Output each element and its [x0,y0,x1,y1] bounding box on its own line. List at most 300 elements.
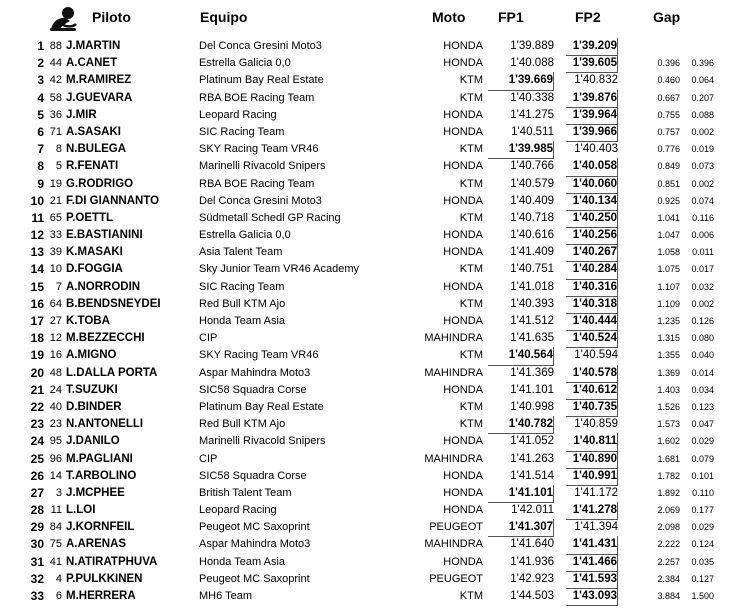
team-cell: Red Bull KTM Ajo [199,297,286,310]
manufacturer-cell: HONDA [443,160,483,173]
fp2-time-cell: 1'40.060 [566,176,618,194]
team-cell: Del Conca Gresini Moto3 [199,194,322,207]
fp1-time-cell: 1'39.889 [510,40,554,52]
team-cell: Del Conca Gresini Moto3 [199,40,322,52]
rider-name-cell: T.SUZUKI [66,383,118,396]
rider-name-cell: K.MASAKI [66,246,123,259]
gap-to-previous-cell: 0.207 [691,92,714,103]
table-row [0,451,732,468]
rider-number-cell: 5 [55,160,62,173]
table-row [0,313,732,330]
rider-number-cell: 33 [49,229,62,242]
rider-name-cell: N.ATIRATPHUVA [66,555,158,568]
team-cell: Honda Team Asia [199,555,286,568]
position-cell: 29 [30,520,44,535]
fp1-time-cell: 1'40.409 [510,194,554,207]
fp1-time-cell: 1'40.338 [510,91,554,104]
position-cell: 26 [30,468,44,483]
gap-to-leader-cell: 1.109 [657,298,680,309]
team-cell: Marinelli Rivacold Snipers [199,435,326,448]
manufacturer-cell: HONDA [443,40,483,52]
manufacturer-cell: HONDA [443,246,483,259]
fp2-time-cell: 1'40.256 [566,227,618,245]
manufacturer-cell: HONDA [443,108,483,121]
fp2-time-cell: 1'39.964 [566,107,618,125]
rider-name-cell: M.RAMIREZ [66,74,132,87]
fp1-time-cell: 1'41.052 [510,435,554,448]
gap-to-leader-cell: 1.041 [657,212,680,223]
fp1-time-cell: 1'41.514 [510,469,554,482]
gap-to-leader-cell: 1.403 [657,384,680,395]
gap-to-leader-cell: 0.667 [657,92,680,103]
gap-to-leader-cell: 0.851 [657,178,680,189]
manufacturer-cell: MAHINDRA [424,538,483,551]
rider-number-cell: 44 [49,57,62,70]
gap-to-leader-cell: 0.460 [657,75,680,86]
gap-to-previous-cell: 0.002 [691,178,714,189]
position-cell: 2 [37,56,44,71]
manufacturer-cell: HONDA [443,125,483,138]
manufacturer-cell: KTM [459,91,483,104]
team-cell: Leopard Racing [199,504,277,517]
gap-to-leader-cell: 1.235 [657,316,680,326]
table-row [0,296,732,313]
gap-to-leader-cell: 3.884 [657,591,680,601]
rider-number-cell: 7 [55,280,62,293]
fp2-time-cell: 1'40.578 [566,365,618,383]
rider-number-cell: 4 [55,572,62,585]
fp2-time-cell: 1'39.605 [566,55,618,73]
manufacturer-cell: HONDA [443,194,483,207]
rider-name-cell: T.ARBOLINO [66,469,137,482]
team-cell: CIP [199,452,218,465]
position-cell: 20 [30,365,44,380]
table-row [0,193,732,210]
rider-number-cell: 19 [49,177,62,190]
table-row [0,365,732,382]
gap-to-leader-cell: 1.058 [657,247,680,258]
fp1-time-cell: 1'40.393 [510,297,554,310]
fp2-time-cell: 1'40.058 [566,158,618,176]
manufacturer-cell: PEUGEOT [429,521,483,534]
gap-to-leader-cell: 2.384 [657,573,680,584]
table-row [0,347,732,364]
rider-number-cell: 27 [49,315,62,327]
manufacturer-cell: HONDA [443,57,483,70]
rider-number-cell: 39 [49,246,62,259]
fp2-time-cell: 1'40.403 [574,143,618,156]
rider-name-cell: P.OETTL [66,211,114,224]
gap-to-leader-cell: 0.849 [657,161,680,172]
team-cell: SIC Racing Team [199,280,285,293]
fp1-time-cell: 1'41.635 [510,332,554,345]
table-row [0,468,732,485]
rider-number-cell: 75 [49,538,62,551]
manufacturer-cell: MAHINDRA [424,332,483,345]
team-cell: RBA BOE Racing Team [199,177,315,190]
fp1-time-cell: 1'40.088 [510,57,554,70]
position-cell: 14 [30,262,44,277]
rider-name-cell: L.LOI [66,504,96,517]
position-cell: 24 [30,434,44,449]
rider-number-cell: 8 [55,143,62,156]
gap-to-leader-cell: 1.107 [657,281,680,292]
rider-number-cell: 16 [49,349,62,362]
fp1-time-cell: 1'41.512 [510,315,554,327]
gap-to-leader-cell: 1.602 [657,436,680,447]
fp2-time-cell: 1'40.832 [574,74,618,87]
position-cell: 19 [30,348,44,363]
rider-name-cell: J.GUEVARA [66,91,133,104]
team-cell: Peugeot MC Saxoprint [199,572,310,585]
fp1-time-cell: 1'40.766 [510,160,554,173]
rider-number-cell: 12 [49,332,62,345]
manufacturer-cell: KTM [459,349,483,362]
team-cell: Aspar Mahindra Moto3 [199,366,311,379]
rider-number-cell: 96 [49,452,62,465]
table-row [0,502,732,519]
gap-to-previous-cell: 0.177 [691,505,714,516]
fp1-time-cell: 1'40.564 [488,347,554,365]
gap-to-leader-cell: 2.222 [657,539,680,550]
fp2-time-cell: 1'40.811 [566,433,618,451]
fp1-time-cell: 1'39.985 [488,141,554,159]
manufacturer-cell: HONDA [443,229,483,242]
fp2-time-cell: 1'40.250 [566,210,618,228]
manufacturer-cell: KTM [459,400,483,413]
header-fp2: FP2 [575,9,601,25]
rider-number-cell: 88 [49,40,62,52]
team-cell: Red Bull KTM Ajo [199,418,286,431]
gap-to-previous-cell: 0.123 [691,401,714,412]
team-cell: British Talent Team [199,486,292,499]
rider-name-cell: D.BINDER [66,400,122,413]
gap-to-leader-cell: 1.355 [657,350,680,361]
gap-to-leader-cell: 0.396 [657,58,680,69]
gap-to-previous-cell: 0.034 [691,384,714,395]
manufacturer-cell: KTM [459,74,483,87]
table-row [0,536,732,553]
fp2-time-cell: 1'41.593 [566,571,618,589]
fp1-time-cell: 1'39.669 [488,72,554,90]
fp1-time-cell: 1'40.511 [511,125,554,138]
fp2-time-cell: 1'41.466 [566,554,618,572]
rider-number-cell: 65 [49,211,62,224]
rider-number-cell: 24 [49,383,62,396]
manufacturer-cell: HONDA [443,315,483,327]
manufacturer-cell: PEUGEOT [429,572,483,585]
rider-name-cell: J.DANILO [66,435,120,448]
gap-to-previous-cell: 0.002 [691,298,714,309]
rider-number-cell: 58 [49,91,62,104]
fp1-time-cell: 1'41.936 [510,555,554,568]
table-row [0,244,732,261]
position-cell: 4 [37,90,44,105]
team-cell: Estrella Galicia 0,0 [199,229,291,242]
rider-number-cell: 10 [49,263,62,276]
fp1-time-cell: 1'40.998 [510,400,554,413]
fp2-time-cell: 1'40.612 [566,382,618,400]
team-cell: Honda Team Asia [199,315,286,327]
fp2-time-cell: 1'40.735 [566,399,618,417]
fp2-time-cell: 1'40.316 [566,279,618,297]
team-cell: Sky Junior Team VR46 Academy [199,263,359,276]
gap-to-leader-cell: 1.315 [657,333,680,344]
manufacturer-cell: HONDA [443,555,483,568]
manufacturer-cell: KTM [459,590,483,602]
rider-number-cell: 23 [49,418,62,431]
fp1-time-cell: 1'41.307 [488,519,554,537]
rider-number-cell: 40 [49,400,62,413]
rider-number-cell: 41 [49,555,62,568]
fp2-time-cell: 1'40.284 [566,261,618,279]
manufacturer-cell: HONDA [443,383,483,396]
rider-number-cell: 95 [49,435,62,448]
gap-to-leader-cell: 1.573 [657,419,680,430]
table-row [0,227,732,244]
gap-to-previous-cell: 0.006 [691,230,714,241]
fp1-time-cell: 1'40.718 [510,211,554,224]
rider-number-cell: 84 [49,521,62,534]
fp2-time-cell: 1'40.890 [566,451,618,469]
table-row [0,519,732,536]
motorcycle-rider-icon [47,5,79,33]
team-cell: MH6 Team [199,590,252,602]
gap-to-previous-cell: 0.032 [691,281,714,292]
rider-number-cell: 3 [55,486,62,499]
team-cell: Leopard Racing [199,108,277,121]
gap-to-previous-cell: 0.101 [691,470,714,481]
position-cell: 9 [37,176,44,191]
table-row [0,141,732,158]
gap-to-leader-cell: 1.782 [657,470,680,481]
fp2-time-cell: 1'39.966 [566,124,618,142]
position-cell: 7 [37,142,44,157]
fp1-time-cell: 1'41.018 [510,280,554,293]
manufacturer-cell: KTM [459,263,483,276]
fp1-time-cell: 1'41.101 [488,485,554,503]
team-cell: Marinelli Rivacold Snipers [199,160,326,173]
team-cell: SKY Racing Team VR46 [199,143,319,156]
fp1-time-cell: 1'40.579 [510,177,554,190]
rider-name-cell: A.NORRODIN [66,280,141,293]
header-moto: Moto [432,9,466,25]
gap-to-previous-cell: 0.029 [691,436,714,447]
gap-to-previous-cell: 0.079 [691,453,714,464]
gap-to-previous-cell: 0.029 [691,522,714,533]
manufacturer-cell: MAHINDRA [424,452,483,465]
gap-to-leader-cell: 1.526 [657,401,680,412]
rider-number-cell: 64 [49,297,62,310]
table-row [0,382,732,399]
table-row [0,433,732,450]
team-cell: Aspar Mahindra Moto3 [199,538,311,551]
fp1-time-cell: 1'41.369 [510,366,554,379]
table-row [0,588,732,605]
table-row [0,571,732,588]
gap-to-leader-cell: 0.925 [657,195,680,206]
rider-name-cell: M.BEZZECCHI [66,332,145,345]
table-row [0,124,732,141]
gap-to-leader-cell: 1.369 [657,367,680,378]
rider-number-cell: 36 [49,108,62,121]
table-row [0,416,732,433]
team-cell: CIP [199,332,218,345]
rider-number-cell: 14 [49,469,62,482]
position-cell: 31 [30,554,44,569]
team-cell: Platinum Bay Real Estate [199,74,324,87]
table-row [0,72,732,89]
fp2-time-cell: 1'40.594 [574,349,618,362]
rider-name-cell: J.MARTIN [66,40,121,52]
rider-number-cell: 11 [50,504,62,517]
position-cell: 15 [30,279,44,294]
gap-to-previous-cell: 0.396 [691,58,714,69]
fp2-time-cell: 1'43.093 [566,588,618,606]
rider-name-cell: R.FENATI [66,160,119,173]
rider-number-cell: 48 [49,366,62,379]
rider-name-cell: A.ARENAS [66,538,127,551]
gap-to-previous-cell: 0.088 [691,109,714,120]
manufacturer-cell: HONDA [443,486,483,499]
fp1-time-cell: 1'41.263 [510,452,554,465]
table-row [0,107,732,124]
table-row [0,158,732,175]
table-row [0,261,732,278]
gap-to-previous-cell: 0.011 [692,247,714,258]
position-cell: 25 [30,451,44,466]
position-cell: 12 [30,228,44,243]
rider-name-cell: A.SASAKI [66,125,121,138]
manufacturer-cell: HONDA [443,469,483,482]
gap-to-previous-cell: 0.014 [691,367,714,378]
team-cell: SIC58 Squadra Corse [199,383,307,396]
position-cell: 1 [37,39,44,53]
rider-name-cell: M.PAGLIANI [66,452,133,465]
gap-to-leader-cell: 1.047 [657,230,680,241]
fp2-time-cell: 1'39.209 [566,38,618,56]
gap-to-leader-cell: 1.681 [657,453,680,464]
fp2-time-cell: 1'40.267 [566,244,618,262]
position-cell: 21 [30,382,44,397]
rider-name-cell: J.MIR [66,108,97,121]
gap-to-previous-cell: 0.064 [691,75,714,86]
results-table [0,38,732,605]
gap-to-previous-cell: 0.040 [691,350,714,361]
fp2-time-cell: 1'41.278 [566,502,618,520]
gap-to-previous-cell: 0.002 [691,126,714,137]
gap-to-leader-cell: 2.257 [657,556,680,567]
fp1-time-cell: 1'42.923 [510,572,554,585]
gap-to-previous-cell: 0.047 [691,419,714,430]
gap-to-leader-cell: 0.755 [657,109,680,120]
fp2-time-cell: 1'40.859 [574,418,618,431]
team-cell: Südmetall Schedl GP Racing [199,211,341,224]
team-cell: SKY Racing Team VR46 [199,349,319,362]
rider-name-cell: G.RODRIGO [66,177,134,190]
position-cell: 18 [30,331,44,346]
position-cell: 28 [30,503,44,518]
fp1-time-cell: 1'44.503 [510,590,554,602]
manufacturer-cell: HONDA [443,504,483,517]
rider-name-cell: L.DALLA PORTA [66,366,158,379]
table-row [0,279,732,296]
team-cell: SIC58 Squadra Corse [199,469,307,482]
gap-to-previous-cell: 1.500 [691,591,714,601]
fp1-time-cell: 1'42.011 [511,504,554,517]
position-cell: 11 [31,210,44,225]
rider-number-cell: 42 [49,74,62,87]
position-cell: 16 [30,296,44,311]
header-fp1: FP1 [498,9,524,25]
fp2-time-cell: 1'40.318 [566,296,618,314]
gap-to-leader-cell: 1.075 [657,264,680,275]
rider-name-cell: M.HERRERA [66,590,136,602]
gap-to-leader-cell: 0.757 [657,126,680,137]
table-row [0,330,732,347]
position-cell: 22 [30,399,44,414]
position-cell: 3 [37,73,44,88]
fp1-time-cell: 1'40.782 [488,416,554,434]
manufacturer-cell: HONDA [443,435,483,448]
rider-number-cell: 21 [49,194,62,207]
fp1-time-cell: 1'40.751 [510,263,554,276]
manufacturer-cell: KTM [459,297,483,310]
position-cell: 30 [30,537,44,552]
position-cell: 33 [30,589,44,603]
rider-name-cell: D.FOGGIA [66,263,123,276]
position-cell: 8 [37,159,44,174]
fp2-time-cell: 1'40.444 [566,313,618,331]
table-row [0,399,732,416]
position-cell: 10 [30,193,44,208]
table-header [0,0,732,36]
gap-to-leader-cell: 1.892 [657,487,680,498]
rider-number-cell: 71 [49,125,62,138]
manufacturer-cell: MAHINDRA [424,366,483,379]
rider-name-cell: B.BENDSNEYDEI [66,297,161,310]
fp2-time-cell: 1'41.431 [566,536,618,554]
fp1-time-cell: 1'40.616 [510,229,554,242]
gap-to-previous-cell: 0.110 [692,487,714,498]
position-cell: 27 [30,485,44,500]
gap-to-previous-cell: 0.019 [691,144,714,155]
team-cell: SIC Racing Team [199,125,285,138]
gap-to-previous-cell: 0.073 [691,161,714,172]
team-cell: Asia Talent Team [199,246,283,259]
manufacturer-cell: KTM [459,211,483,224]
fp2-time-cell: 1'40.991 [566,468,618,486]
header-piloto: Piloto [92,9,131,25]
header-gap: Gap [653,9,681,25]
manufacturer-cell: KTM [459,418,483,431]
fp2-time-cell: 1'40.134 [566,193,618,211]
position-cell: 5 [37,107,44,122]
gap-to-previous-cell: 0.074 [691,195,714,206]
rider-name-cell: P.PULKKINEN [66,572,143,585]
gap-to-previous-cell: 0.116 [692,212,714,223]
position-cell: 13 [30,245,44,260]
gap-to-leader-cell: 0.776 [657,144,680,155]
fp2-time-cell: 1'41.394 [574,521,618,534]
manufacturer-cell: KTM [459,143,483,156]
gap-to-previous-cell: 0.126 [691,316,714,326]
rider-name-cell: K.TOBA [66,315,110,327]
rider-name-cell: A.CANET [66,57,118,70]
team-cell: Estrella Galicia 0,0 [199,57,291,70]
rider-name-cell: J.MCPHEE [66,486,125,499]
gap-to-previous-cell: 0.035 [691,556,714,567]
